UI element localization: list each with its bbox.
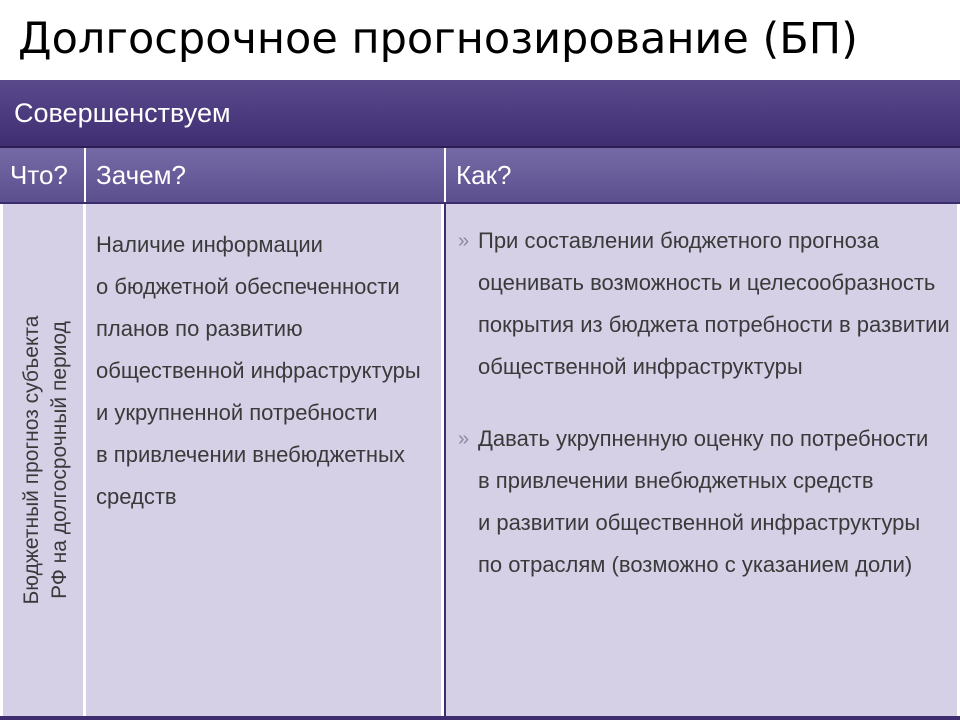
column-header-how [446,148,960,202]
why-line: средств [96,484,177,509]
cell-what [0,204,86,716]
what-line: РФ на долгосрочный период [48,321,71,599]
why-line: и укрупненной потребности [96,400,378,425]
why-line: планов по развитию [96,316,303,341]
column-header-what [0,148,86,202]
why-line: Наличие информации [96,232,323,257]
how-line: и развитии общественной инфраструктуры [478,510,921,535]
bullet-icon: » [458,230,470,252]
bullet-icon: » [458,428,470,450]
table-panel [0,80,960,720]
cell-why [86,204,444,716]
how-item [458,418,928,586]
column-header-why [86,148,446,202]
why-line: общественной инфраструктуры [96,358,421,383]
how-line: по отраслям (возможно с указанием доли) [478,552,913,577]
what-vertical-text [18,225,74,695]
slide-title: Долгосрочное прогнозирование (БП) [18,14,858,64]
how-line: покрытия из бюджета потребности в развитии [478,312,950,337]
how-line: оценивать возможность и целесообразность [478,270,936,295]
how-line: Давать укрупненную оценку по потребности [478,426,929,451]
column-header-how-label: Как? [456,160,512,190]
column-header-why-label: Зачем? [96,160,186,190]
column-header-what-label: Что? [10,160,68,190]
what-line: Бюджетный прогноз субъекта [20,315,43,605]
how-line: в привлечении внебюджетных средств [478,468,874,493]
why-line: в привлечении внебюджетных [96,442,405,467]
how-item [458,220,950,388]
how-line: При составлении бюджетного прогноза [478,228,879,253]
why-line: о бюджетной обеспеченности [96,274,400,299]
why-text [96,224,421,518]
how-line: общественной инфраструктуры [478,354,803,379]
cell-how [446,204,960,716]
section-header [0,80,960,148]
section-header-label: Совершенствуем [14,98,231,128]
